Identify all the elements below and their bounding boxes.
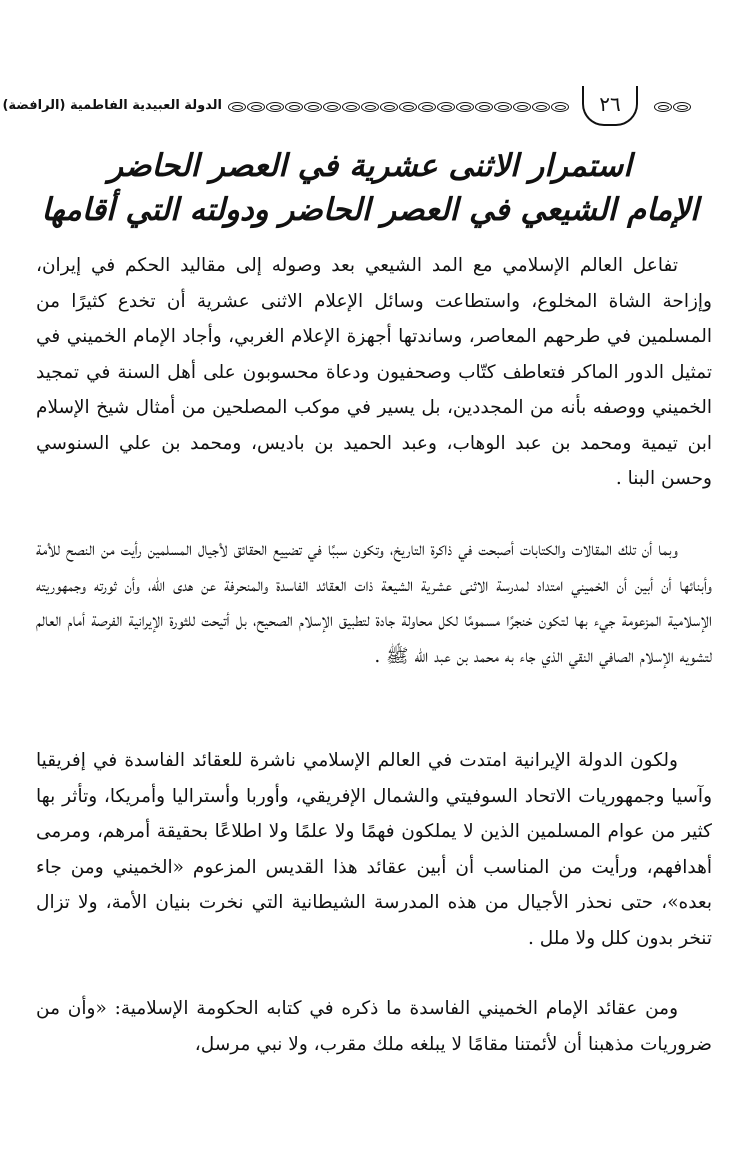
running-title: الدولة العبيدية الفاطمية (الرافضة) xyxy=(2,98,222,113)
page-number: ٢٦ xyxy=(582,86,638,126)
header-ornament-left xyxy=(228,101,560,113)
running-header xyxy=(0,86,750,132)
paragraph-1: تفاعل العالم الإسلامي مع المد الشيعي بعد وصوله إلى مقاليد الحكم في إيران، وإزاحة الشاة المخلوع، واستطاعت وسائل الإعلام الاثنى عشرية أن تخدع كثيرًا من المسلمين في طرحهم المعاصر، وساندتها أجهزة الإعلام الغربي، وأجاد الإمام الخميني في تمثيل الدور الماكر فتعاطف كتّاب وصحفيون ودعاة محسوبون على أهل السنة في تمجيد الخميني ووصفه بأنه من المجددين، بل يسير في موكب المصلحين من أمثال شيخ الإسلام ابن تيمية ومحمد بن عبد الوهاب، وعبد الحميد بن باديس، ومحمد بن علي السنوسي وحسن البنا . xyxy=(36,255,712,489)
header-ornament-right xyxy=(654,101,698,113)
section-subheading: الإمام الشيعي في العصر الحاضر ودولته التي أقامها xyxy=(41,192,699,228)
paragraph-3: ولكون الدولة الإيرانية امتدت في العالم الإسلامي ناشرة للعقائد الفاسدة في إفريقيا وآسيا وجمهوريات الاتحاد السوفيتي والشمال الإفريقي، وأوربا وأستراليا وأمريكا، وتأثر بها كثير من عوام المسلمين الذين لا يملكون فهمًا ولا علمًا ولا اطلاعًا بحقيقة أمرهم، ومرمى أهدافهم، ورأيت من المناسب أن أبين عقائد هذا القديس المزعوم «الخميني ومن جاء بعده»، حتى نحذر الأجيال من هذه المدرسة الشيطانية التي نخرت بنيان الأمة، ولا تزال تنخر بدون كلل ولا ملل . xyxy=(36,750,712,949)
paragraph-4: ومن عقائد الإمام الخميني الفاسدة ما ذكره في كتابه الحكومة الإسلامية: «وأن من ضروريات مذهبنا أن لأئمتنا مقامًا لا يبلغه ملك مقرب، ولا نبي مرسل، xyxy=(36,998,712,1055)
section-heading: استمرار الاثنى عشرية في العصر الحاضر xyxy=(108,148,632,184)
paragraph-2: وبما أن تلك المقالات والكتابات أصبحت في ذاكرة التاريخ، وتكون سببًا في تضييع الحقائق لأجيال المسلمين رأيت من النصح للأمة وأبنائها أن أبين أن الخميني امتداد لمدرسة الاثنى عشرية الشيعة ذات العقائد الفاسدة والمنحرفة عن هدى الله، وأن ثورته وجمهوريته الإسلامية المزعومة جيء بها لتكون خنجرًا مسمومًا لكل محاولة جادة لتطبيق الإسلام الصحيح، بل أتيحت للثورة الإيرانية الفرصة أمام العالم لتشويه الإسلام الصافي النقي الذي جاء به محمد بن عبد الله ﷺ . xyxy=(36,539,712,667)
